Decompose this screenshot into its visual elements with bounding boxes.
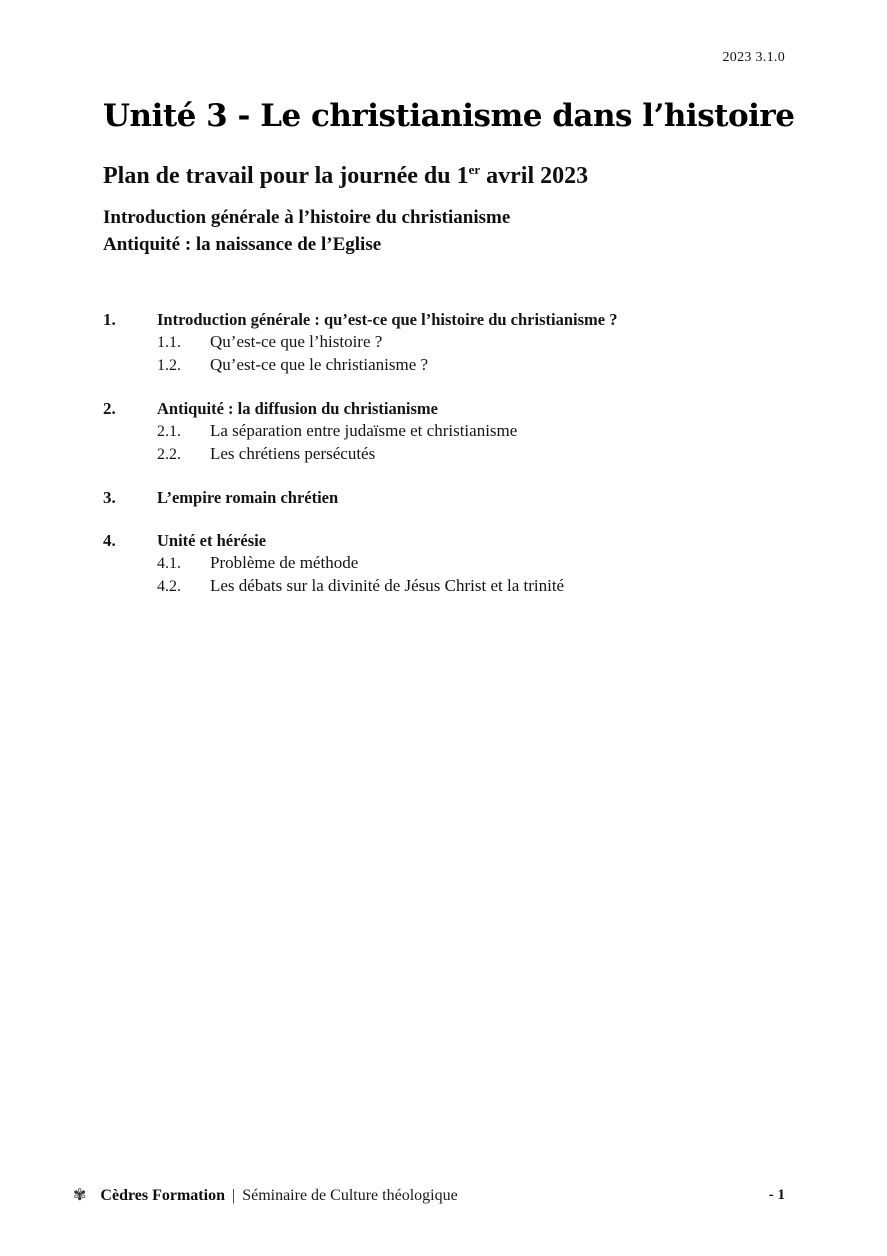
page-footer	[0, 1186, 887, 1212]
outline-item-number: 1.	[103, 310, 116, 329]
footer-separator: |	[231, 1187, 236, 1204]
outline-item-number: 3.	[103, 488, 116, 507]
outline-subitem	[157, 443, 797, 466]
outline-subitem-title: Qu’est-ce que le christianisme ?	[210, 355, 429, 374]
subtitle-text-suffix: avril 2023	[480, 163, 589, 189]
document-version: 2023 3.1.0	[722, 50, 785, 65]
footer-department: Séminaire de Culture théologique	[242, 1187, 458, 1204]
outline-block-4	[103, 530, 797, 598]
page-title: Unité 3 - Le christianisme dans l’histoire	[103, 98, 795, 134]
outline-item	[103, 309, 797, 331]
footer-brand-name: Cèdres Formation	[100, 1187, 225, 1204]
subtitle-superscript: er	[468, 162, 481, 177]
intro-line-1: Introduction générale à l’histoire du christianisme	[103, 207, 511, 228]
outline-block-3	[103, 487, 797, 509]
outline-subitem-title: Qu’est-ce que l’histoire ?	[210, 332, 383, 351]
outline-subitem-number: 2.1.	[157, 423, 181, 440]
intro-lines	[103, 204, 797, 258]
page-subtitle	[103, 161, 797, 191]
outline-subitem-number: 2.2.	[157, 446, 181, 463]
footer-page-number: - 1	[768, 1187, 785, 1203]
subtitle-text-prefix: Plan de travail pour la journée du 1	[103, 163, 469, 189]
outline-subitem-number: 1.1.	[157, 334, 181, 351]
outline-block-2	[103, 398, 797, 466]
outline-item	[103, 530, 797, 552]
outline-item	[103, 487, 797, 509]
outline-item	[103, 398, 797, 420]
outline-subitem	[157, 420, 797, 443]
outline-subitem	[157, 331, 797, 354]
outline-subitem-number: 1.2.	[157, 357, 181, 374]
outline-item-title: Introduction générale : qu’est-ce que l’histoire du christianisme ?	[157, 310, 618, 329]
rosette-logo-icon: ✾	[73, 1187, 87, 1204]
outline-subitem-title: Les débats sur la divinité de Jésus Christ et la trinité	[210, 576, 565, 595]
outline-subitem-number: 4.1.	[157, 555, 181, 572]
outline-block-1	[103, 309, 797, 377]
outline-subitem-title: La séparation entre judaïsme et christianisme	[210, 421, 518, 440]
document-content	[103, 96, 797, 598]
outline-item-number: 2.	[103, 399, 116, 418]
outline-subitem-number: 4.2.	[157, 578, 181, 595]
outline-subitem-title: Problème de méthode	[210, 553, 359, 572]
outline-item-title: L’empire romain chrétien	[157, 488, 339, 507]
outline-subitem-title: Les chrétiens persécutés	[210, 444, 376, 463]
outline-item-title: Antiquité : la diffusion du christianisme	[157, 399, 438, 418]
outline-item-number: 4.	[103, 531, 116, 550]
outline-subitem	[157, 354, 797, 377]
outline-subitem	[157, 575, 797, 598]
footer-branding	[73, 1186, 458, 1206]
outline-list	[103, 309, 797, 598]
outline-subitem	[157, 552, 797, 575]
intro-line-2: Antiquité : la naissance de l’Eglise	[103, 234, 382, 255]
outline-item-title: Unité et hérésie	[157, 531, 267, 550]
